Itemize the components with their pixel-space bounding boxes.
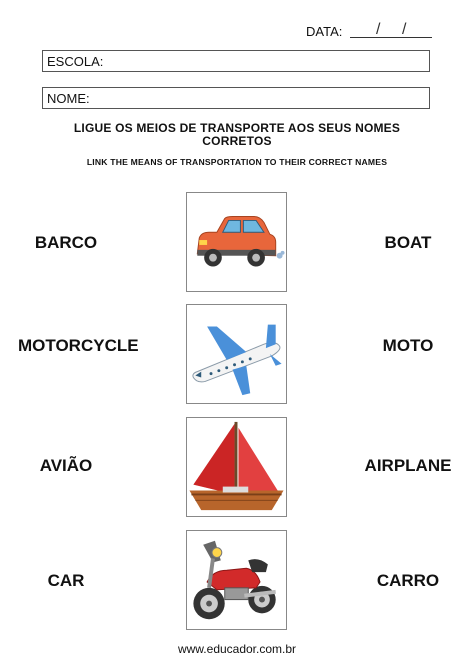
date-separator-1: / bbox=[376, 21, 381, 38]
picture-box-1[interactable] bbox=[186, 192, 287, 292]
name-label: NOME: bbox=[47, 91, 90, 106]
school-label: ESCOLA: bbox=[47, 54, 104, 69]
car-icon bbox=[187, 193, 286, 291]
right-word-2[interactable]: MOTO bbox=[382, 336, 434, 355]
picture-box-3[interactable] bbox=[186, 417, 287, 517]
right-word-4[interactable]: CARRO bbox=[376, 571, 440, 590]
instruction-title: LIGUE OS MEIOS DE TRANSPORTE AOS SEUS NOMES CORRETOS bbox=[73, 121, 401, 148]
date-input-line[interactable] bbox=[350, 37, 432, 38]
sailboat-icon bbox=[187, 418, 286, 516]
right-word-3[interactable]: AIRPLANE bbox=[364, 456, 452, 475]
picture-box-4[interactable] bbox=[186, 530, 287, 630]
left-word-2[interactable]: MOTORCYCLE bbox=[18, 336, 139, 355]
airplane-icon bbox=[187, 305, 286, 403]
left-word-3[interactable]: AVIÃO bbox=[39, 456, 93, 475]
date-label: DATA: bbox=[306, 24, 343, 39]
motorcycle-icon bbox=[187, 531, 286, 629]
name-field[interactable] bbox=[42, 87, 430, 109]
left-word-1[interactable]: BARCO bbox=[34, 233, 98, 252]
picture-box-2[interactable] bbox=[186, 304, 287, 404]
footer-website: www.educador.com.br bbox=[177, 642, 297, 656]
right-word-1[interactable]: BOAT bbox=[384, 233, 432, 252]
school-field[interactable] bbox=[42, 50, 430, 72]
date-separator-2: / bbox=[402, 21, 407, 38]
left-word-4[interactable]: CAR bbox=[47, 571, 85, 590]
instruction-subtitle: LINK THE MEANS OF TRANSPORTATION TO THEIR CORRECT NAMES bbox=[86, 157, 388, 167]
